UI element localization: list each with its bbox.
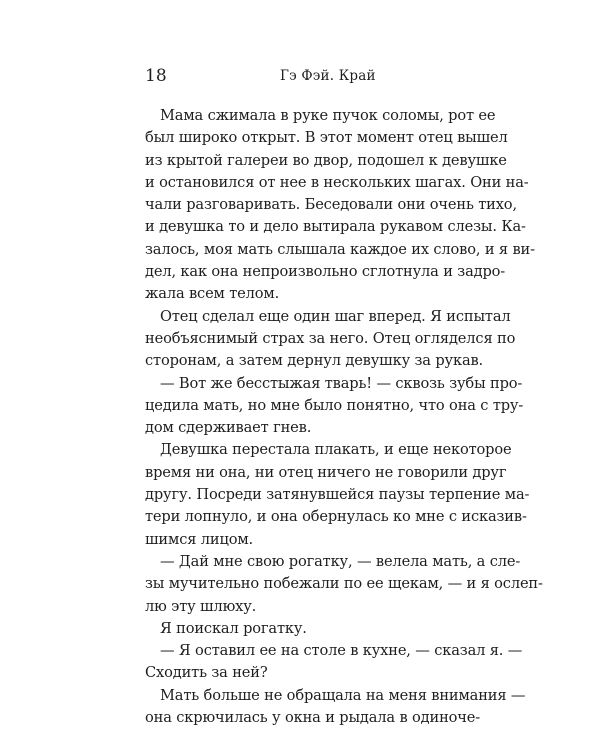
paragraph: [145, 618, 475, 640]
text-line: залось, моя мать слышала каждое их слово, и я ви-: [145, 240, 535, 258]
text-line: был широко открыт. В этот момент отец вышел: [145, 129, 508, 147]
text-line: зы мучительно побежали по ее щекам, — и я ослеп-: [145, 575, 543, 593]
text-line: время ни она, ни отец ничего не говорили друг: [145, 463, 507, 481]
paragraph: [145, 685, 526, 730]
text-line: она скрючилась у окна и рыдала в одиноче-: [145, 709, 481, 727]
text-line: чали разговаривать. Беседовали они очень тихо,: [145, 196, 517, 214]
text-line: другу. Посреди затянувшейся паузы терпение ма-: [145, 486, 530, 504]
text-line: — Вот же бесстыжая тварь! — сквозь зубы про-: [160, 374, 523, 392]
text-line: — Дай мне свою рогатку, — велела мать, а сле-: [160, 552, 521, 570]
text-line: необъяснимый страх за него. Отец огляделся по: [145, 329, 516, 347]
paragraph: [145, 439, 530, 550]
body-text: [145, 105, 543, 729]
text-line: из крытой галереи во двор, подошел к девушке: [145, 151, 507, 169]
paragraph: [145, 551, 543, 618]
text-line: Я поискал рогатку.: [160, 619, 307, 637]
page-number: 18: [145, 66, 167, 86]
text-line: дел, как она непроизвольно сглотнула и задро-: [145, 263, 506, 281]
text-line: Девушка перестала плакать, и еще некоторое: [160, 441, 512, 459]
text-line: — Я оставил ее на столе в кухне, — сказал я. —: [160, 642, 523, 660]
running-title: Гэ Фэй. Край: [280, 68, 376, 84]
text-line: шимся лицом.: [145, 530, 254, 548]
text-line: и остановился от нее в нескольких шагах. Они на-: [145, 173, 529, 191]
running-header: [145, 64, 475, 88]
text-line: сторонам, а затем дернул девушку за рукав.: [145, 352, 484, 370]
text-line: Отец сделал еще один шаг вперед. Я испытал: [160, 307, 511, 325]
text-line: Мать больше не обращала на меня внимания —: [160, 686, 526, 704]
paragraph: [145, 105, 535, 306]
text-line: жала всем телом.: [145, 285, 280, 303]
paragraph: [145, 640, 523, 685]
text-line: лю эту шлюху.: [145, 597, 257, 615]
paragraph: [145, 373, 524, 440]
text-line: цедила мать, но мне было понятно, что она с тру-: [145, 396, 524, 414]
text-line: дом сдерживает гнев.: [145, 419, 312, 437]
text-line: Сходить за ней?: [145, 664, 268, 682]
text-line: Мама сжимала в руке пучок соломы, рот ее: [160, 107, 496, 124]
text-line: тери лопнуло, и она обернулась ко мне с исказив-: [145, 508, 527, 526]
paragraph: [145, 306, 516, 373]
text-line: и девушка то и дело вытирала рукавом слезы. Ка-: [145, 218, 526, 236]
